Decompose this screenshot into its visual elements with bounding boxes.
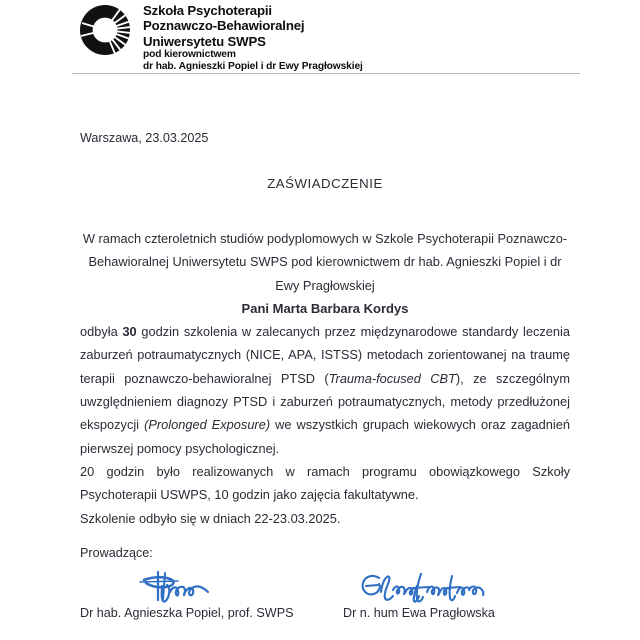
signature-popiel [132,566,325,606]
place-and-date: Warszawa, 23.03.2025 [80,131,209,145]
letterhead-sub-2: dr hab. Agnieszki Popiel i dr Ewy Pragłowskiej [143,60,363,72]
main-seg-1: odbyła [80,324,123,340]
swps-ring-logo-icon [78,3,132,57]
main-paragraph [80,320,570,460]
training-dates-paragraph: Szkolenie odbyło się w dniach 22-23.03.2025. [80,510,341,526]
method-term-tfcbt: Trauma-focused CBT [328,370,456,386]
main-seg-3: ), ze szczególnym uwzględnieniem diagnozy PTSD i zaburzeń potraumatycznych, metody przedłużonej ekspozycji [80,370,570,433]
letterhead-sub-1: pod kierownictwem [143,49,236,61]
hours-breakdown-paragraph: 20 godzin było realizowanych w ramach programu obowiązkowego Szkoły Psychoterapii USWPS, 10 godzin jako zajęcia fakultatywne. [80,463,570,503]
letterhead-line-2: Poznawczo-Behawioralnej [143,18,305,34]
signature-block-popiel [80,566,325,620]
page-title: ZAŚWIADCZENIE [267,176,383,191]
letterhead [78,2,363,74]
letterhead-line-3: Uniwersytetu SWPS [143,33,266,49]
main-seg-4: we wszystkich grupach wiekowych oraz zagadnień pierwszej pomocy psychologicznej. [80,417,570,456]
signature-praglowska [357,566,570,606]
signature-block-praglowska [325,566,570,620]
signature-area [80,566,570,620]
intro-paragraph: W ramach czteroletnich studiów podyplomowych w Szkole Psychoterapii Poznawczo-Behawioralnej Uniwersytetu SWPS pod kierownictwem dr hab. Agnieszki Popiel i dr Ewy Pragłowskiej [82,231,568,293]
signature-caption-popiel: Dr hab. Agnieszka Popiel, prof. SWPS [80,606,294,620]
recipient-name: Pani Marta Barbara Kordys [241,300,409,316]
method-term-prolonged-exposure: (Prolonged Exposure) [144,417,271,433]
main-seg-2: godzin szkolenia w zalecanych przez międzynarodowe standardy leczenia zaburzeń potraumatycznych (NICE, APA, ISTSS) metodach zorientowanej na traumę terapii poznawczo-behawioralnej PTSD ( [80,324,570,386]
document-body [80,227,570,530]
letterhead-text [143,2,363,74]
leads-label: Prowadzące: [80,546,153,560]
header-divider [72,73,580,74]
letterhead-line-1: Szkoła Psychoterapii [143,3,272,18]
signature-caption-praglowska: Dr n. hum Ewa Pragłowska [343,606,495,620]
training-hours: 30 [122,324,137,340]
